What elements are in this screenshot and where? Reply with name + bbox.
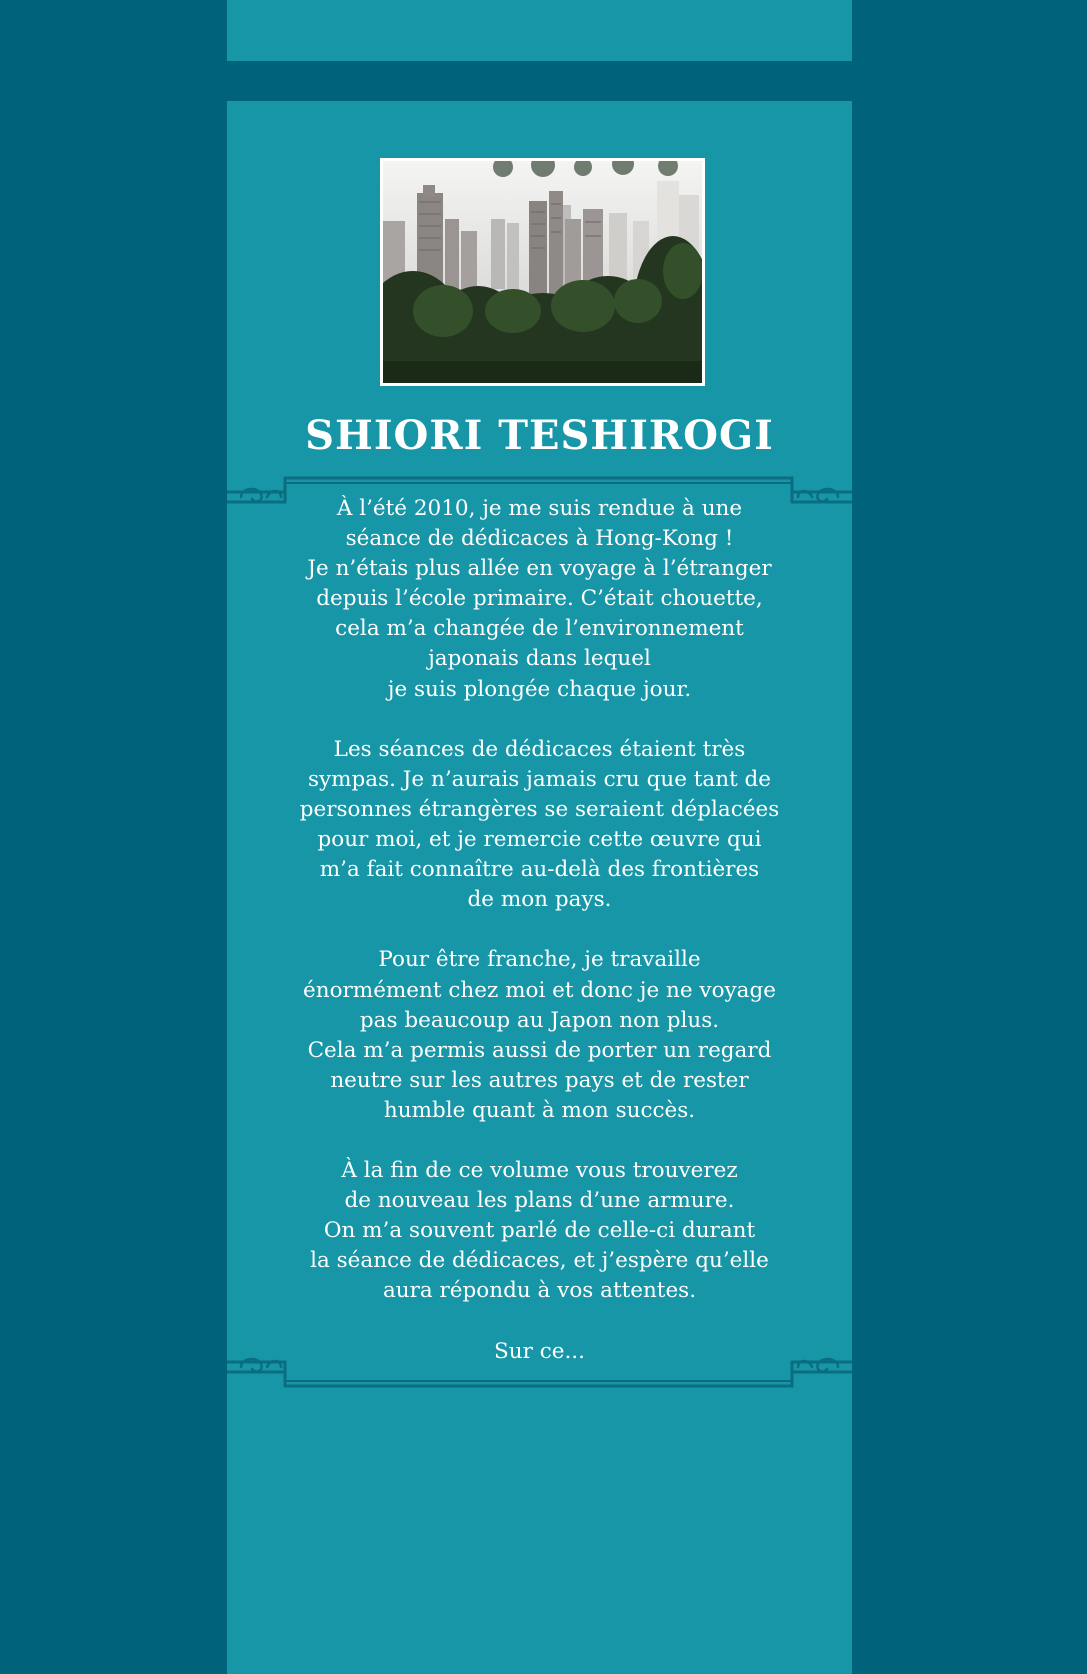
text-line: m’a fait connaître au-delà des frontières <box>319 857 760 883</box>
top-panel <box>227 0 852 61</box>
text-line: cela m’a changée de l’environnement <box>335 616 744 642</box>
author-name: SHIORI TESHIROGI <box>305 412 774 459</box>
text-line: humble quant à mon succès. <box>383 1097 696 1123</box>
text-line: depuis l’école primaire. C’était chouette, <box>316 586 763 612</box>
text-line: Sur ce... <box>494 1338 585 1364</box>
text-line: japonais dans lequel <box>428 646 651 672</box>
text-line: aura répondu à vos attentes. <box>382 1278 697 1304</box>
text-line: de mon pays. <box>467 887 612 913</box>
text-line: personnes étrangères se seraient déplacées <box>299 796 780 822</box>
text-line: À la fin de ce volume vous trouverez <box>341 1158 738 1184</box>
text-line: la séance de dédicaces, et j’espère qu’elle <box>310 1248 769 1274</box>
text-line: Les séances de dédicaces étaient très <box>333 736 746 762</box>
text-line: de nouveau les plans d’une armure. <box>344 1188 735 1214</box>
text-line: neutre sur les autres pays et de rester <box>330 1067 749 1093</box>
text-line: On m’a souvent parlé de celle-ci durant <box>323 1218 756 1244</box>
text-line: pour moi, et je remercie cette œuvre qui <box>317 827 762 853</box>
text-line: séance de dédicaces à Hong-Kong ! <box>345 526 734 552</box>
text-line: je suis plongée chaque jour. <box>387 676 692 702</box>
text-line: Pour être franche, je travaille <box>378 947 701 973</box>
paragraph <box>262 1156 817 1306</box>
text-line: Cela m’a permis aussi de porter un regard <box>307 1037 772 1063</box>
hong-kong-photo <box>380 158 705 386</box>
paragraph <box>262 735 817 916</box>
paragraph <box>262 1337 817 1367</box>
text-line: À l’été 2010, je me suis rendue à une <box>336 496 743 521</box>
text-line: énormément chez moi et donc je ne voyage <box>303 977 776 1003</box>
text-line: sympas. Je n’aurais jamais cru que tant de <box>307 766 772 792</box>
text-line: Je n’étais plus allée en voyage à l’étranger <box>307 556 772 582</box>
author-message <box>262 494 817 1397</box>
text-line: pas beaucoup au Japon non plus. <box>359 1007 720 1033</box>
paragraph <box>262 494 817 705</box>
paragraph <box>262 945 817 1126</box>
